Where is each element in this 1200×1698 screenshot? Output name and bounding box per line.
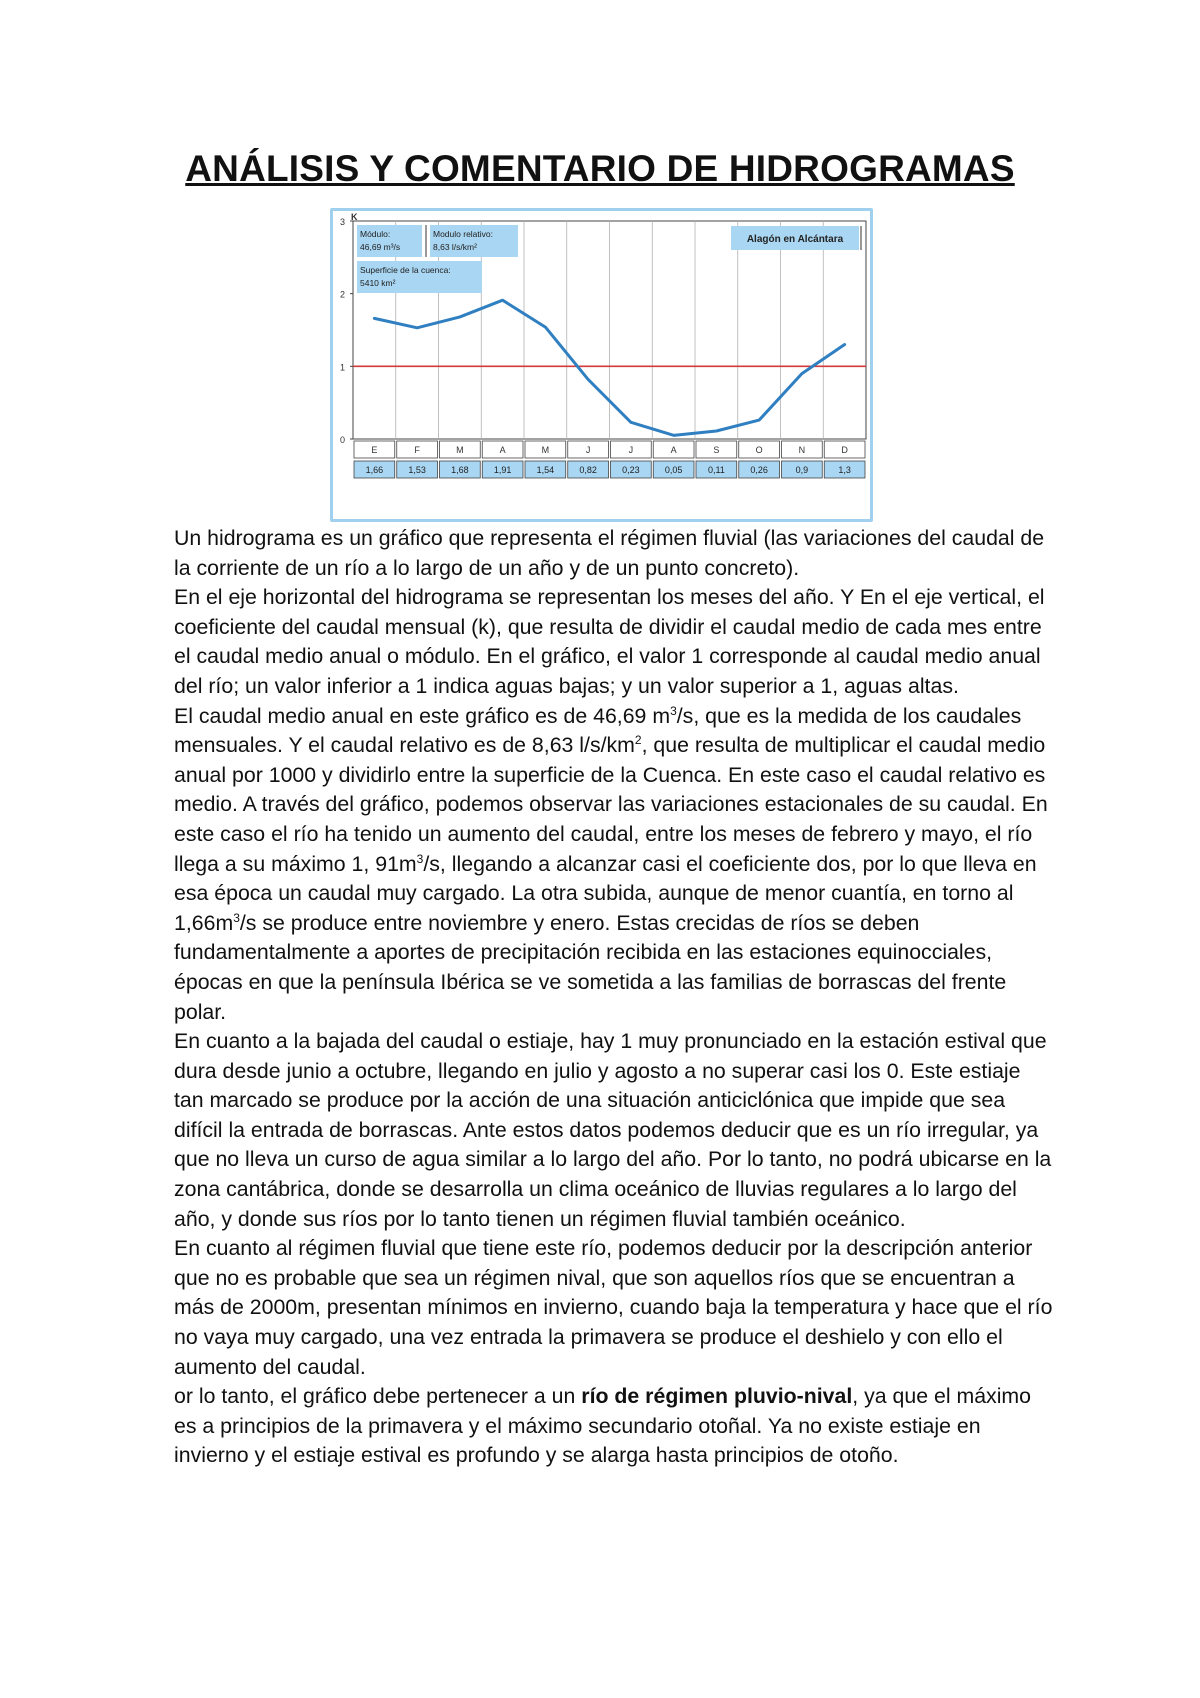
- superscript-3: 3: [416, 851, 424, 866]
- hydrograph-chart: [330, 208, 873, 522]
- paragraph-regimen: En cuanto al régimen fluvial que tiene este río, podemos deducir por la descripción anterior que no es probable que sea un régimen nival, que son aquellos ríos que se encuentran a más de 2000m, presentan mínimos en invierno, cuando baja la temperatura y hace que el río no vaya muy cargado, una vez entrada la primavera se produce el deshielo y con ello el aumento del caudal.: [174, 1236, 1053, 1379]
- info-box-modulo-value: 46,69 m³/s: [360, 242, 401, 252]
- paragraph-axes: En el eje horizontal del hidrograma se representan los meses del año. Y En el eje vertical, el coeficiente del caudal mensual (k), que resulta de dividir el caudal medio de cada mes entre el caudal medio anual o módulo. En el gráfico, el valor 1 corresponde al caudal medio anual del río; un valor inferior a 1 indica aguas bajas; y un valor superior a 1, aguas altas.: [174, 585, 1045, 698]
- superscript-2: 2: [634, 733, 642, 748]
- month-label: D: [841, 445, 848, 455]
- value-label: 1,91: [493, 465, 512, 475]
- month-label: A: [670, 445, 677, 455]
- value-label: 0,23: [622, 465, 640, 475]
- y-tick-label: 0: [339, 435, 345, 445]
- month-label: J: [585, 445, 591, 455]
- info-box-superficie-label: Superficie de la cuenca:: [360, 265, 451, 275]
- caudal-text-3: , que resulta de multiplicar el caudal medio anual por 1000 y dividirlo entre la superficie de la Cuenca. En este caso el caudal relativo es medio. A través del gráfico, podemos observar las variaciones estacionales de su caudal. En este caso el río ha tenido un aumento del caudal, entre los meses de febrero y mayo, el río llega a su máximo 1, 91m: [174, 733, 1048, 876]
- y-tick-label: 1: [339, 362, 345, 373]
- month-label: F: [414, 445, 420, 455]
- caudal-text-2: /s, que es la medida de los caudales mensuales. Y el caudal relativo es de 8,63 l/s/km: [174, 703, 1022, 758]
- caudal-text-1: El caudal medio anual en este gráfico es de 46,69 m: [174, 703, 671, 728]
- paragraph-definition: Un hidrograma es un gráfico que representa el régimen fluvial (las variaciones del caudal de la corriente de un río a lo largo de un año y de un punto concreto).: [174, 526, 1045, 580]
- paragraph-conclusion: [174, 1382, 1054, 1471]
- value-label: 1,53: [408, 465, 426, 475]
- caudal-text-5: /s se produce entre noviembre y enero. Estas crecidas de ríos se deben fundamentalmente a aportes de precipitación recibida en las estaciones equinocciales, épocas en que la península Ibérica se ve sometida a las familias de borrascas del frente polar.: [174, 910, 1007, 1024]
- y-tick-label: 3: [339, 217, 345, 227]
- value-label: 0,9: [795, 465, 809, 475]
- value-label: 0,11: [707, 465, 725, 475]
- caudal-text-4: /s, llegando a alcanzar casi el coeficiente dos, por lo que lleva en esa época un caudal muy cargado. La otra subida, aunque de menor cuantía, en torno al 1,66m: [174, 851, 1037, 935]
- document-body: [174, 524, 1054, 1471]
- document-title: ANÁLISIS Y COMENTARIO DE HIDROGRAMAS: [185, 148, 1015, 189]
- value-label: 0,82: [579, 465, 597, 475]
- month-label: E: [371, 445, 378, 455]
- info-box-modulo-label: Módulo:: [360, 229, 391, 239]
- info-box-relativo-label: Modulo relativo:: [433, 229, 494, 239]
- month-label: M: [456, 445, 464, 455]
- paragraph-caudal: [174, 702, 1054, 1028]
- value-label: 0,26: [750, 465, 768, 475]
- month-label: O: [755, 445, 763, 455]
- conclusion-bold: río de régimen pluvio-nival: [581, 1384, 853, 1409]
- month-label: N: [798, 445, 806, 455]
- paragraph-estiaje: En cuanto a la bajada del caudal o estiaje, hay 1 muy pronunciado en la estación estival que dura desde junio a octubre, llegando en julio y agosto a no superar casi los 0. Este estiaje tan marcado se produce por la acción de una situación anticiclónica que impide que sea difícil la entrada de borrascas. Ante estos datos podemos deducir que es un río irregular, ya que no lleva un curso de agua similar a lo largo del año. Por lo tanto, no podrá ubicarse en la zona cantábrica, donde se desarrolla un clima oceánico de lluvias regulares a lo largo del año, y donde sus ríos por lo tanto tienen un régimen fluvial también oceánico.: [174, 1029, 1052, 1231]
- month-label: J: [628, 445, 634, 455]
- hydrograph-svg: [333, 211, 870, 519]
- info-box-relativo-value: 8,63 l/s/km²: [433, 242, 477, 252]
- value-label: 1,54: [536, 465, 555, 475]
- month-label: S: [713, 445, 720, 455]
- superscript-3: 3: [670, 703, 677, 718]
- chart-title: Alagón en Alcántara: [746, 234, 844, 245]
- value-label: 1,68: [451, 465, 469, 475]
- superscript-3: 3: [233, 910, 240, 925]
- info-box-superficie-value: 5410 km²: [360, 278, 396, 288]
- y-tick-label: 2: [339, 289, 345, 300]
- value-label: 0,05: [664, 465, 683, 475]
- conclusion-text-2: , ya que el máximo es a principios de la primavera y el máximo secundario otoñal. Ya no existe estiaje en invierno y el estiaje estival es profundo y se alarga hasta principios de otoño.: [174, 1384, 1032, 1468]
- value-label: 1,66: [365, 465, 384, 475]
- value-label: 1,3: [838, 465, 851, 475]
- month-label: A: [499, 445, 506, 455]
- y-axis-label: K: [351, 212, 358, 222]
- month-label: M: [541, 445, 550, 455]
- conclusion-text-1: or lo tanto, el gráfico debe pertenecer a un: [174, 1384, 582, 1409]
